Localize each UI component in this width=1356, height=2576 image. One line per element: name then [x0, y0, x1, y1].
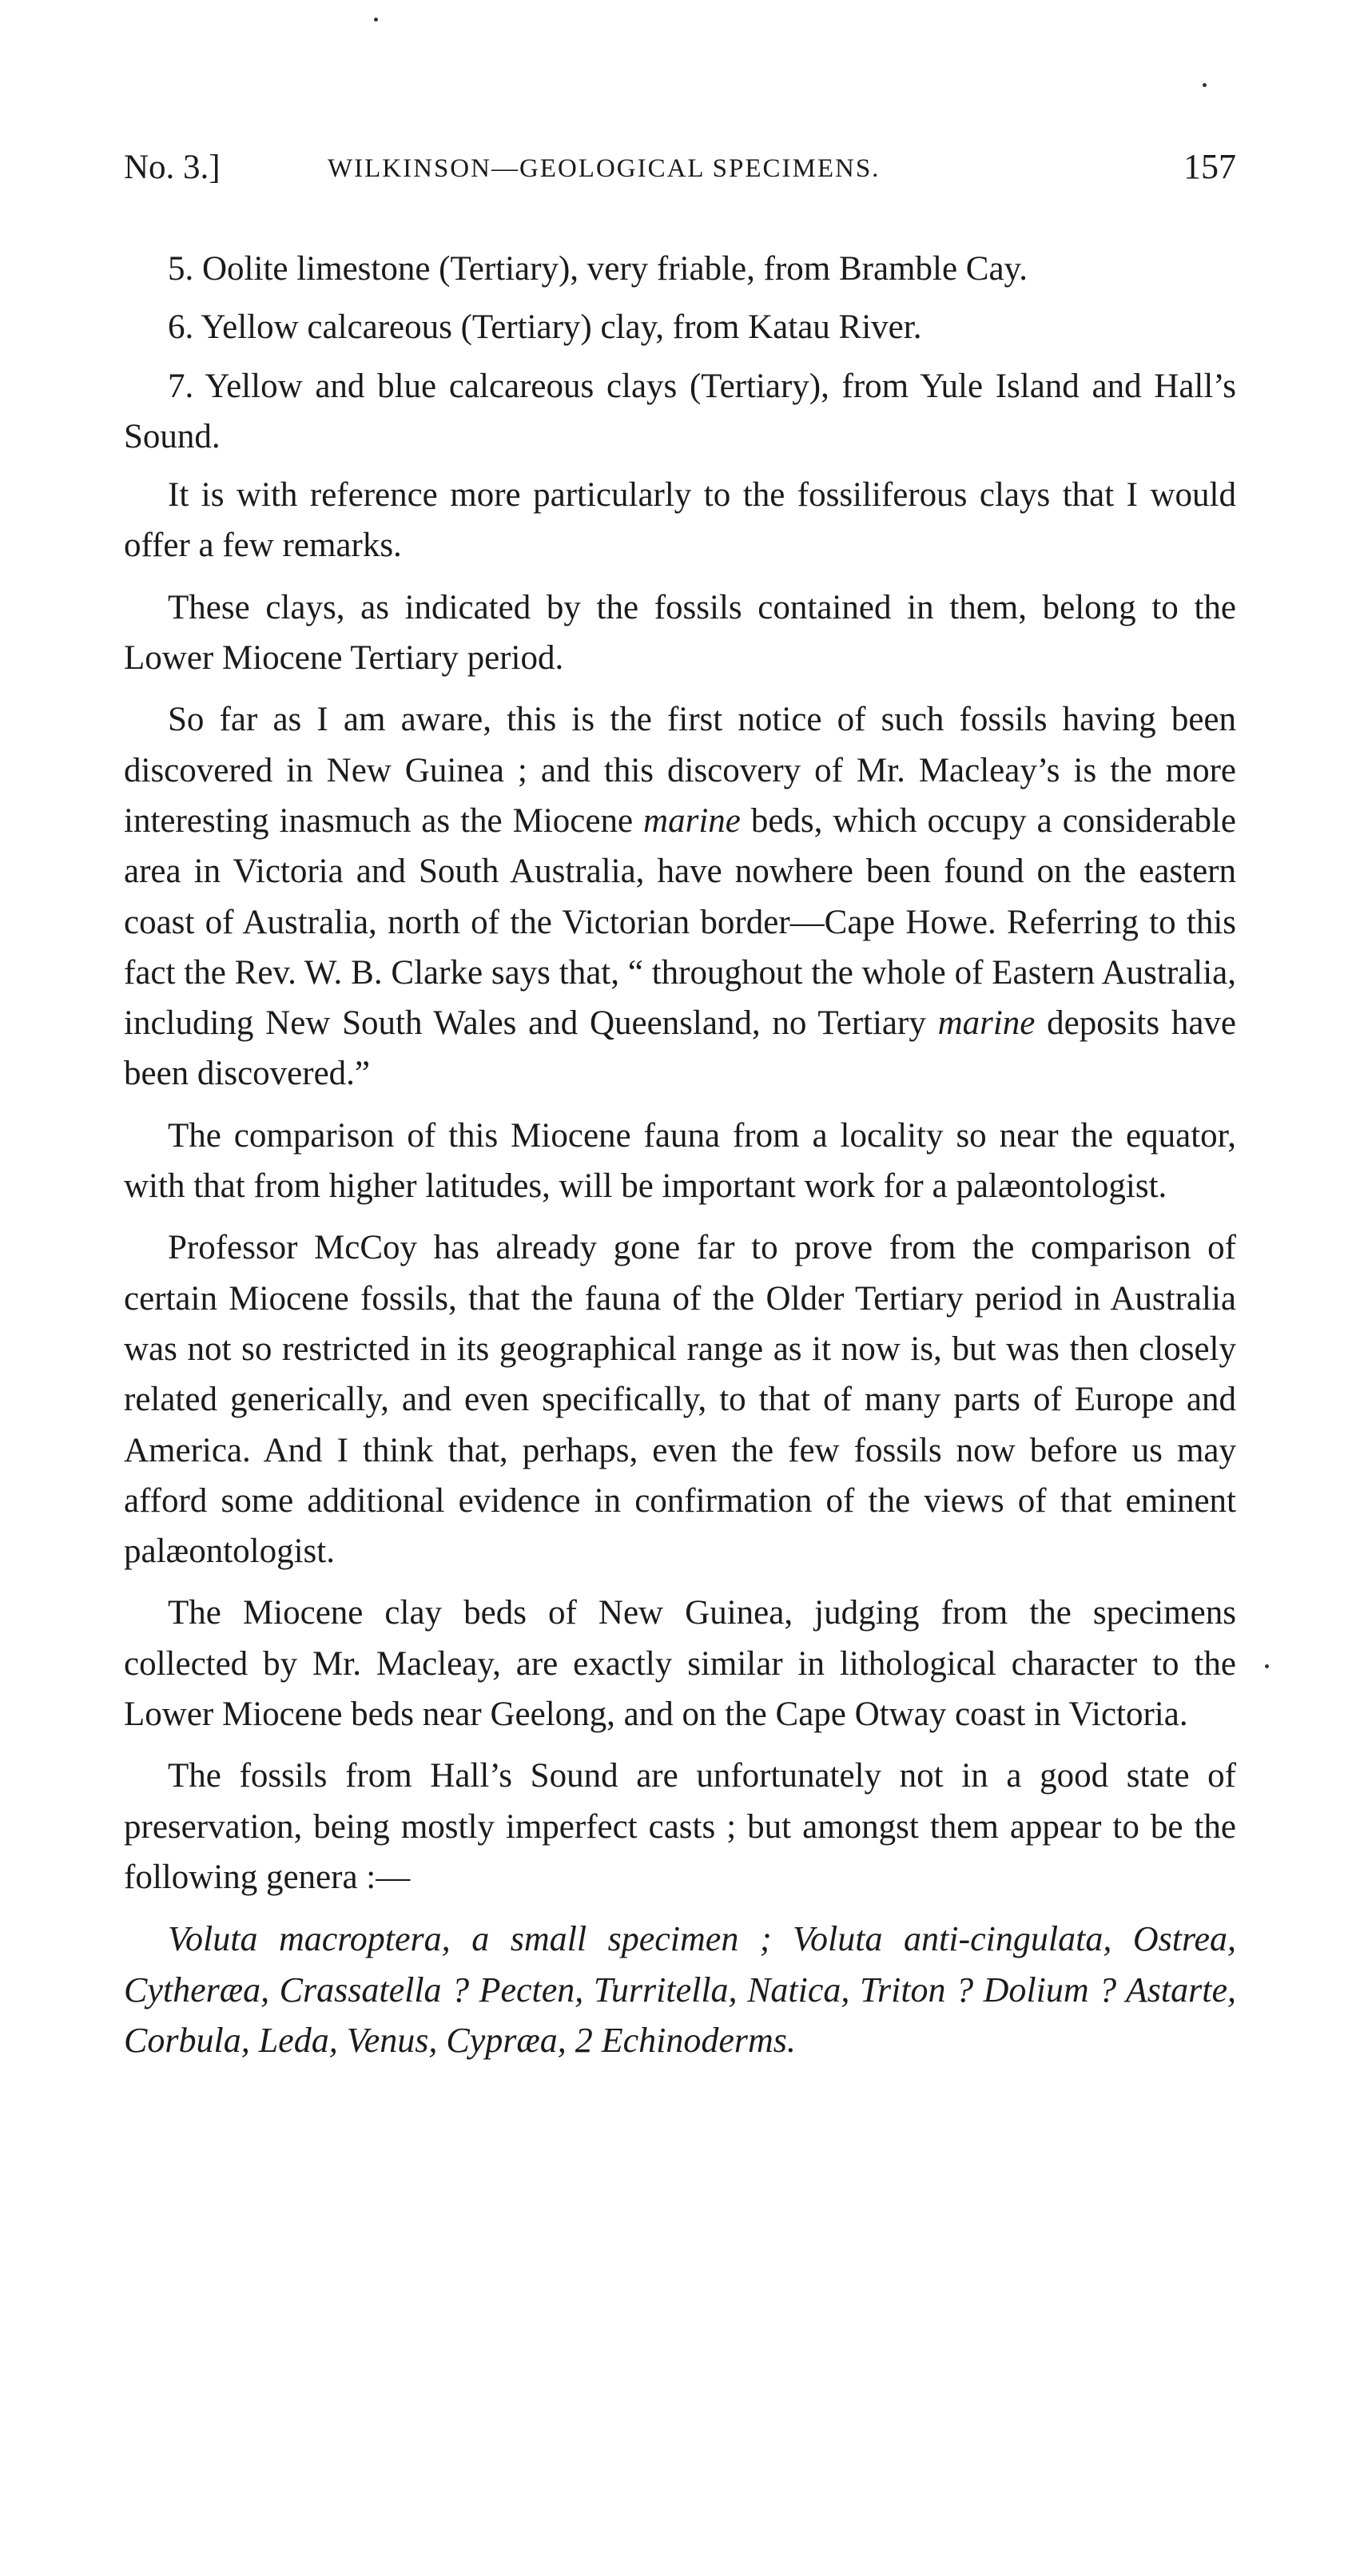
running-header: [124, 140, 1236, 196]
list-item: 5. Oolite limestone (Tertiary), very friable, from Bramble Cay.: [168, 250, 1028, 288]
italic-term: marine: [937, 1004, 1036, 1043]
paragraph: The comparison of this Miocene fauna from a locality so near the equator, with that from higher latitudes, will be important work for a palæontologist.: [124, 1116, 1236, 1206]
paragraph: The fossils from Hall’s Sound are unfortunately not in a good state of preservation, being mostly imperfect casts ; but amongst them appear to be the following genera :—: [124, 1757, 1236, 1896]
print-speck-right: [1203, 83, 1207, 87]
issue-number: No. 3.]: [124, 149, 221, 186]
running-title: WILKINSON—GEOLOGICAL SPECIMENS.: [328, 154, 881, 183]
paragraph: These clays, as indicated by the fossils contained in them, belong to the Lower Miocene Tertiary period.: [124, 588, 1236, 678]
list-item: 7. Yellow and blue calcareous clays (Tertiary), from Yule Island and Hall’s Sound.: [124, 367, 1236, 455]
paragraph: The Miocene clay beds of New Guinea, judging from the specimens collected by Mr. Macleay, are exactly similar in lithological character to the Lower Miocene beds near Geelong, and on the Cape Otway coast in Victoria.: [124, 1594, 1236, 1734]
page-number: 157: [1183, 147, 1236, 186]
text-run: deposits have been discovered.”: [124, 1004, 1236, 1093]
list-item: 6. Yellow calcareous (Tertiary) clay, from Katau River.: [168, 308, 922, 347]
paragraph: It is with reference more particularly to the fossiliferous clays that I would offer a few remarks.: [124, 476, 1236, 565]
print-speck-top: [374, 18, 378, 22]
page: [124, 140, 1236, 2065]
genera-list: Voluta macroptera, a small specimen ; Voluta anti-cingulata, Ostrea, Cytheræa, Crassatella ? Pecten, Turritella, Natica, Triton ? Dolium ? Astarte, Corbula, Leda, Venus, Cypræa, 2 Echinoderms.: [124, 1919, 1236, 2060]
paragraph: Professor McCoy has already gone far to prove from the comparison of certain Miocene fossils, that the fauna of the Older Tertiary period in Australia was not so restricted in its geographical range as it now is, but was then closely related generically, and even specifically, to that of many parts of Europe and America. And I think that, perhaps, even the few fossils now before us may afford some additional evidence in confirmation of the views of that eminent palæontologist.: [124, 1229, 1236, 1571]
text-run: beds, which occupy a considerable area in Victoria and South Australia, have nowhere been found on the eastern coast of Australia, north of the Victorian border—Cape Howe. Referring to this fact the Rev. W. B. Clarke says that, “ throughout the whole of Eastern Australia, including New South Wales and Queensland, no Tertiary: [124, 801, 1236, 1043]
italic-term: marine: [643, 801, 741, 840]
text-run: So far as I am aware, this is the first notice of such fossils having been discovered in New Guinea ; and this discovery of Mr. Macleay’s is the more interesting inasmuch as the Miocene: [124, 701, 1236, 840]
print-speck-margin: [1265, 1664, 1269, 1668]
paragraph: [124, 694, 1236, 1099]
